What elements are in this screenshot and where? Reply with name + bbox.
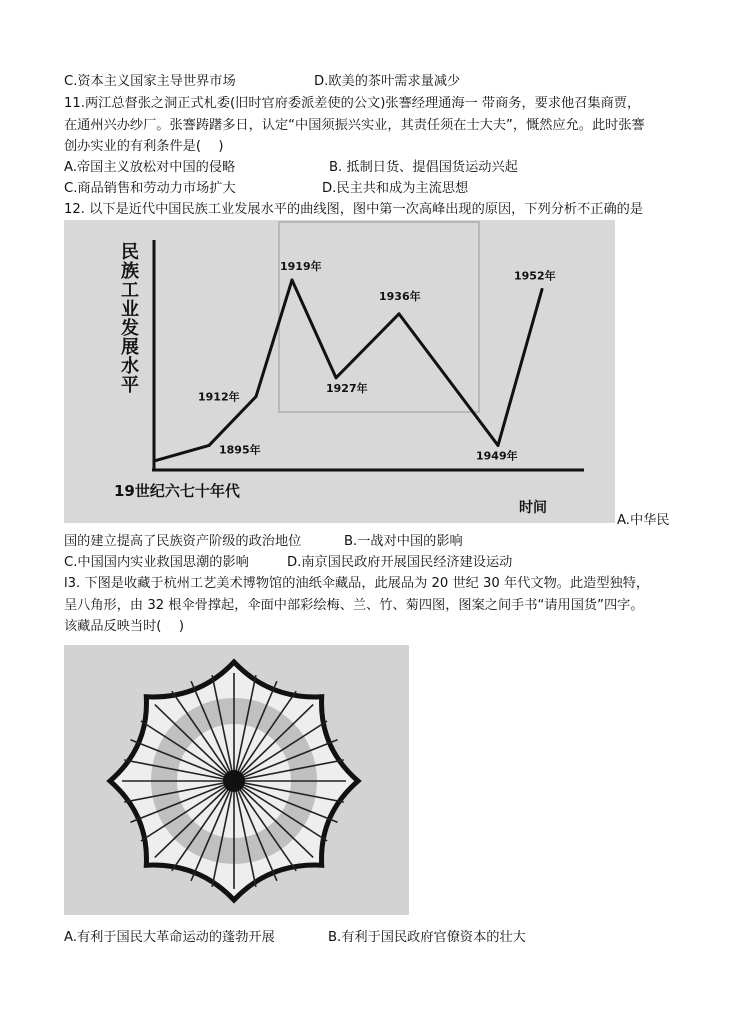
- data-point: [398, 312, 401, 315]
- q12-option-c: C.中国国内实业救国思潮的影响: [64, 555, 249, 570]
- q12-option-b: B.一战对中国的影响: [344, 534, 463, 549]
- data-label: 1919年: [280, 260, 322, 273]
- q11-option-c: C.商品销售和劳动力市场扩大: [64, 181, 236, 196]
- data-point: [541, 288, 544, 291]
- q10-option-d: D.欧美的茶叶需求量减少: [314, 74, 461, 89]
- q13-stem-line1: l3. 下图是收藏于杭州工艺美术博物馆的油纸伞藏品，此展品为 20 世纪 30 年代文物。此造型独特，: [64, 576, 650, 591]
- q11-option-d: D.民主共和成为主流思想: [322, 181, 469, 196]
- data-label: 1912年: [198, 390, 240, 404]
- data-label: 1936年: [379, 289, 421, 303]
- q11-option-b: B. 抵制日货、提倡国货运动兴起: [329, 160, 518, 175]
- x-axis-label: 时间: [519, 500, 547, 516]
- q11-stem-line1: 11.两江总督张之洞正式札委(旧时官府委派差使的公文)张謇经理通海一 带商务，要求他召集商贾，: [64, 96, 641, 111]
- q13-stem-line3: 该藏品反映当时( ): [64, 619, 184, 634]
- y-axis-label-char: 族: [121, 261, 139, 282]
- y-axis-label-char: 平: [121, 375, 139, 396]
- q13-option-b: B.有利于国民政府官僚资本的壮大: [328, 930, 526, 945]
- x-axis-start-label: 19世纪六七十年代: [114, 482, 240, 500]
- series-line: [156, 280, 542, 463]
- q12-option-a-start: A.中华民: [617, 513, 670, 528]
- q12-option-a-rest: 国的建立提高了民族资产阶级的政治地位: [64, 534, 302, 549]
- q12-option-d: D.南京国民政府开展国民经济建设运动: [287, 555, 513, 570]
- industry-level-chart: [64, 220, 615, 523]
- umbrella-hub: [223, 770, 245, 792]
- data-label: 1952年: [514, 269, 556, 283]
- y-axis-label-char: 发: [121, 318, 139, 339]
- y-axis-label-char: 工: [121, 280, 139, 301]
- data-point: [208, 444, 211, 447]
- q11-option-a: A.帝国主义放松对中国的侵略: [64, 160, 236, 175]
- q11-stem-line3: 创办实业的有利条件是( ): [64, 139, 224, 154]
- data-point: [255, 395, 258, 398]
- q13-option-a: A.有利于国民大革命运动的蓬勃开展: [64, 930, 275, 945]
- y-axis-label-char: 业: [121, 299, 139, 320]
- oil-paper-umbrella-photo: [64, 645, 409, 915]
- q13-stem-line2: 呈八角形，由 32 根伞骨撑起，伞面中部彩绘梅、兰、竹、菊四图，图案之间手书“请用国货”四字。: [64, 598, 644, 613]
- data-point: [497, 444, 500, 447]
- data-label: 1927年: [326, 381, 368, 395]
- y-axis-label-char: 民: [121, 242, 139, 263]
- data-label: 1949年: [476, 449, 518, 463]
- y-axis-label-char: 水: [121, 356, 139, 377]
- data-label: 1895年: [219, 443, 261, 457]
- data-point: [155, 459, 158, 462]
- q12-stem-line1: 12. 以下是近代中国民族工业发展水平的曲线图，图中第一次高峰出现的原因，下列分析不正确的是: [64, 202, 644, 217]
- y-axis-label-char: 展: [121, 337, 139, 358]
- data-point: [291, 279, 294, 282]
- q11-stem-line2: 在通州兴办纱厂。张謇踌躇多日，认定“中国须振兴实业，其责任须在士大夫”，慨然应允。此时张謇: [64, 118, 645, 133]
- data-point: [335, 376, 338, 379]
- q10-option-c: C.资本主义国家主导世界市场: [64, 74, 236, 89]
